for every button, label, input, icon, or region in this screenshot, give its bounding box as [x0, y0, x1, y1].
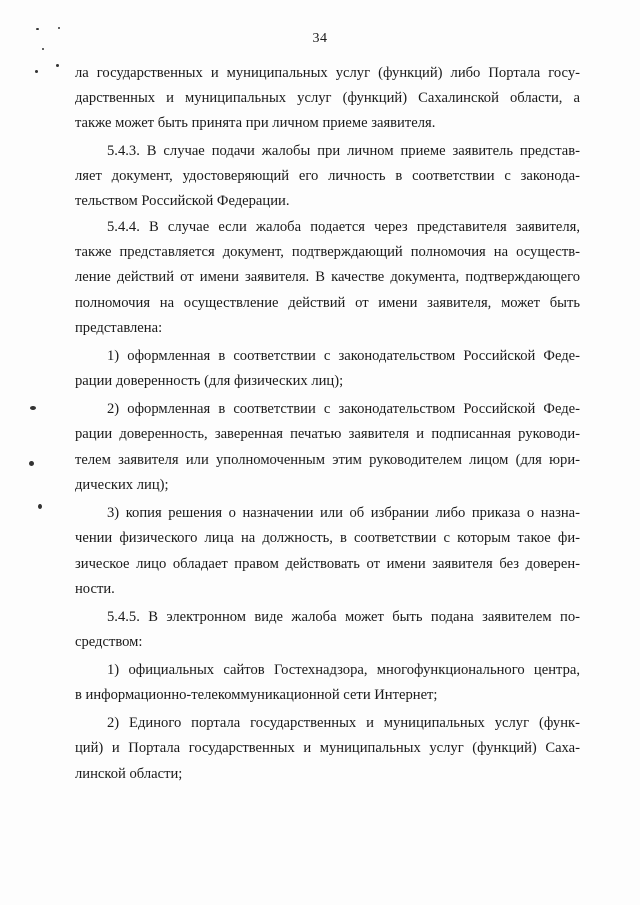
text-line: 5.4.5. В электронном виде жалоба может быть подана заявителем по-: [107, 609, 580, 625]
text-line: средством:: [75, 634, 143, 650]
text-line: зическое лицо обладает правом действовать от имени заявителя без доверен-: [75, 556, 580, 572]
text-line: ляет документ, удостоверяющий его личность в соответствии с законода-: [75, 168, 580, 184]
text-line: полномочия на осуществление действий от имени заявителя, может быть: [75, 295, 580, 311]
text-line: 2) оформленная в соответствии с законодательством Российской Феде-: [107, 401, 580, 417]
text-line: 3) копия решения о назначении или об избрании либо приказа о назна-: [107, 505, 580, 521]
text-line: 1) официальных сайтов Гостехнадзора, многофункционального центра,: [107, 662, 580, 678]
scan-speck: [36, 28, 39, 30]
text-line: дарственных и муниципальных услуг (функций) Сахалинской области, а: [75, 90, 580, 106]
punch-mark: [38, 504, 42, 509]
page-number: 34: [312, 31, 328, 46]
text-line: телем заявителя или уполномоченным этим руководителем лицом (для юри-: [75, 452, 580, 468]
text-line: дических лиц);: [75, 477, 169, 493]
text-line: 5.4.3. В случае подачи жалобы при личном приеме заявитель представ-: [107, 143, 580, 159]
text-line: 1) оформленная в соответствии с законодательством Российской Феде-: [107, 348, 580, 364]
text-line: тельством Российской Федерации.: [75, 193, 290, 209]
punch-mark: [30, 406, 36, 410]
text-line: 5.4.4. В случае если жалоба подается через представителя заявителя,: [107, 219, 580, 235]
scan-speck: [58, 27, 60, 29]
text-line: также может быть принята при личном приеме заявителя.: [75, 115, 436, 131]
text-line: в информационно-телекоммуникационной сети Интернет;: [75, 687, 438, 703]
text-line: чении физического лица на должность, в соответствии с которым такое фи-: [75, 530, 580, 546]
text-line: ление действий от имени заявителя. В качестве документа, подтверждающего: [75, 269, 580, 285]
text-line: ла государственных и муниципальных услуг (функций) либо Портала госу-: [75, 65, 580, 81]
scan-speck: [42, 48, 44, 50]
text-line: рации доверенность (для физических лиц);: [75, 373, 344, 389]
text-line: рации доверенность, заверенная печатью заявителя и подписанная руководи-: [75, 426, 580, 442]
text-line: также представляется документ, подтверждающий полномочия на осуществ-: [75, 244, 580, 260]
punch-mark: [29, 461, 34, 466]
text-line: ности.: [75, 581, 115, 597]
text-line: линской области;: [75, 766, 183, 782]
scan-speck: [35, 70, 38, 73]
text-line: представлена:: [75, 320, 163, 336]
text-line: ций) и Портала государственных и муниципальных услуг (функций) Саха-: [75, 740, 580, 756]
scan-speck: [56, 64, 59, 67]
text-line: 2) Единого портала государственных и муниципальных услуг (функ-: [107, 715, 580, 731]
